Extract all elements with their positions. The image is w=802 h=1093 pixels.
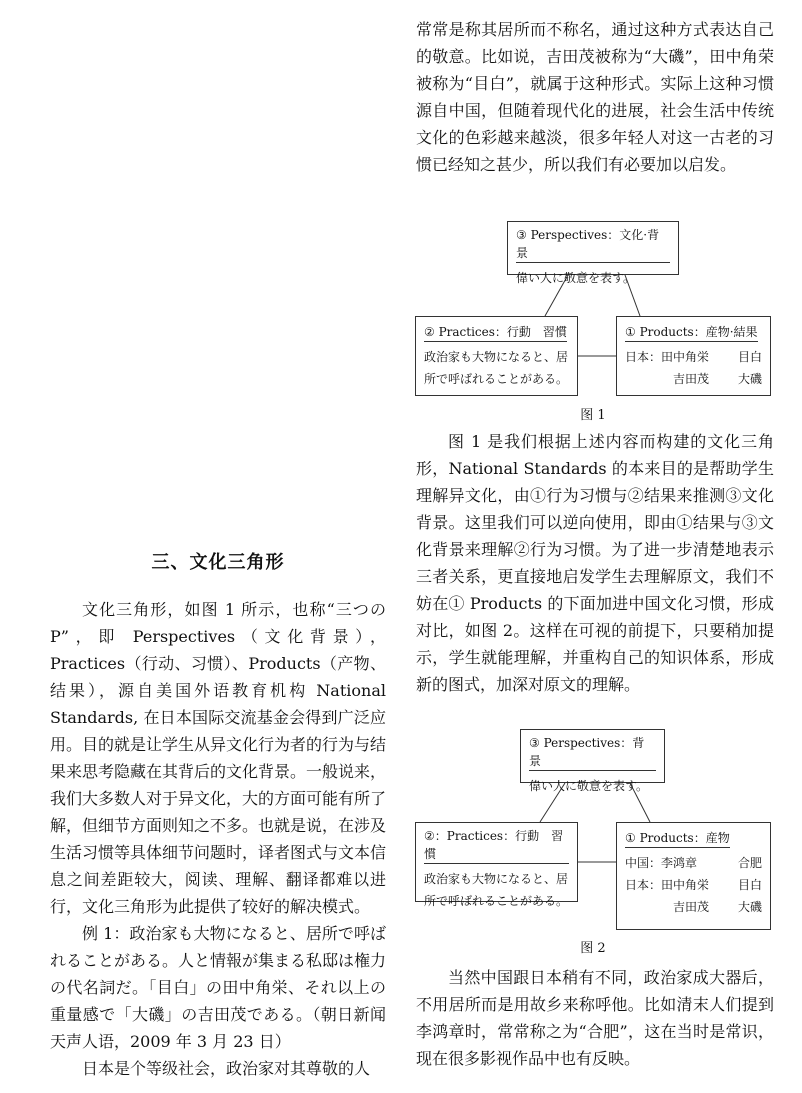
fig1-perspectives-title: ③ Perspectives：文化·背景 — [516, 226, 670, 263]
fig2-products-box — [616, 822, 771, 930]
left-paragraph-1: 文化三角形，如图 1 所示，也称“三つの P”，即 Perspectives（文化背景），Practices（行动、习惯）、Products（产物、结果），源自美国外语教育机构 National Standards, 在日本国际交流基金会得到广泛应用。目的就是让学生从异文化行为者的行为与结果来思考隐藏在其背后的文化背景。一般说来，我们大多数人对于异文化，大的方面可能有所了解，但细节方面则知之不多。也就是说，在涉及生活习惯等具体细节问题时，译者图式与文本信息之间差距较大，阅读、理解、翻译都难以进行，文化三角形为此提供了较好的解决模式。 — [50, 600, 387, 916]
fig2-perspectives-box — [520, 729, 665, 793]
fig1-practices-box — [415, 316, 578, 396]
fig1-perspectives-box — [507, 221, 679, 285]
fig1-products-box — [616, 316, 771, 396]
left-column — [50, 596, 386, 1082]
fig1-practices-text2: 所で呼ばれることがある。 — [424, 372, 569, 386]
fig1-practices-title: ② Practices：行動 習慣 — [424, 323, 567, 342]
fig1-row1-place: 日本：田中角栄 — [625, 350, 710, 364]
fig2-perspectives-text: 偉い人に敬意を表す。 — [529, 779, 649, 793]
fig2-row2-place: 日本：田中角栄 — [625, 878, 710, 892]
fig1-row2-place: 吉田茂 — [673, 372, 710, 386]
fig2-products-row2 — [625, 874, 762, 896]
fig2-practices-title: ②：Practices：行動 習慣 — [424, 827, 569, 864]
fig2-caption: 图 2 — [580, 941, 606, 956]
fig2-row3-place: 吉田茂 — [673, 900, 710, 914]
fig1-row2-name: 大磯 — [737, 372, 762, 386]
fig2-products-title: ① Products：産物 — [625, 829, 730, 848]
right-top-paragraph — [416, 16, 774, 178]
fig1-practices-text1: 政治家も大物になると、居 — [424, 350, 569, 364]
fig1-products-row1 — [625, 346, 762, 368]
fig2-products-row1 — [625, 852, 762, 874]
fig2-practices-box — [415, 822, 578, 908]
right-top-text: 常常是称其居所而不称名，通过这种方式表达自己的敬意。比如说，吉田茂被称为“大磯”，田中角荣被称为“目白”，就属于这种形式。实际上这种习惯源自中国，但随着现代化的进展，社会生活中传统文化的色彩越来越淡，很多年轻人对这一古老的习惯已经知之甚少，所以我们有必要加以启发。 — [416, 20, 774, 174]
section-heading: 三、文化三角形 — [151, 552, 285, 573]
fig2-row3-name: 大磯 — [737, 900, 762, 914]
fig2-row1-name: 合肥 — [737, 856, 762, 870]
left-paragraph-3: 日本是个等级社会，政治家对其尊敬的人 — [82, 1059, 371, 1078]
right-mid-paragraph — [416, 428, 774, 698]
fig2-practices-text1: 政治家も大物になると、居 — [424, 872, 569, 886]
fig2-perspectives-title: ③ Perspectives：背景 — [529, 734, 656, 771]
fig1-perspectives-text: 偉い人に敬意を表す。 — [516, 271, 636, 285]
fig2-practices-text2: 所で呼ばれることがある。 — [424, 894, 569, 908]
fig2-row1-place: 中国：李鸿章 — [625, 856, 698, 870]
right-bottom-text: 当然中国跟日本稍有不同，政治家成大器后，不用居所而是用故乡来称呼他。比如清末人们提到李鸿章时，常常称之为“合肥”，这在当时是常识，现在很多影视作品中也有反映。 — [416, 968, 774, 1068]
right-mid-text: 图 1 是我们根据上述内容而构建的文化三角形，National Standards 的本来目的是帮助学生理解异文化，由①行为习惯与②结果来推测③文化背景。这里我们可以逆向使用，即由①结果与③文化背景来理解②行为习惯。为了进一步清楚地表示三者关系，更直接地启发学生去理解原文，我们不妨在① Products 的下面加进中国文化习惯，形成对比，如图 2。这样在可视的前提下，只要稍加提示，学生就能理解，并重构自己的知识体系，形成新的图式，加深对原文的理解。 — [416, 432, 774, 694]
right-bottom-paragraph — [416, 964, 774, 1072]
fig1-products-row2 — [625, 368, 762, 390]
fig1-products-title: ① Products：産物·結果 — [625, 323, 758, 342]
fig1-row1-name: 目白 — [737, 350, 762, 364]
fig1-caption: 图 1 — [580, 408, 606, 423]
left-paragraph-2: 例 1：政治家も大物になると、居所で呼ばれることがある。人と情報が集まる私邸は権力の代名詞だ。「目白」の田中角栄、それ以上の重量感で「大磯」の吉田茂である。（朝日新闻天声人语，2009 年 3 月 23 日） — [50, 924, 387, 1051]
fig2-products-row3 — [625, 896, 762, 918]
fig2-row2-name: 目白 — [737, 878, 762, 892]
